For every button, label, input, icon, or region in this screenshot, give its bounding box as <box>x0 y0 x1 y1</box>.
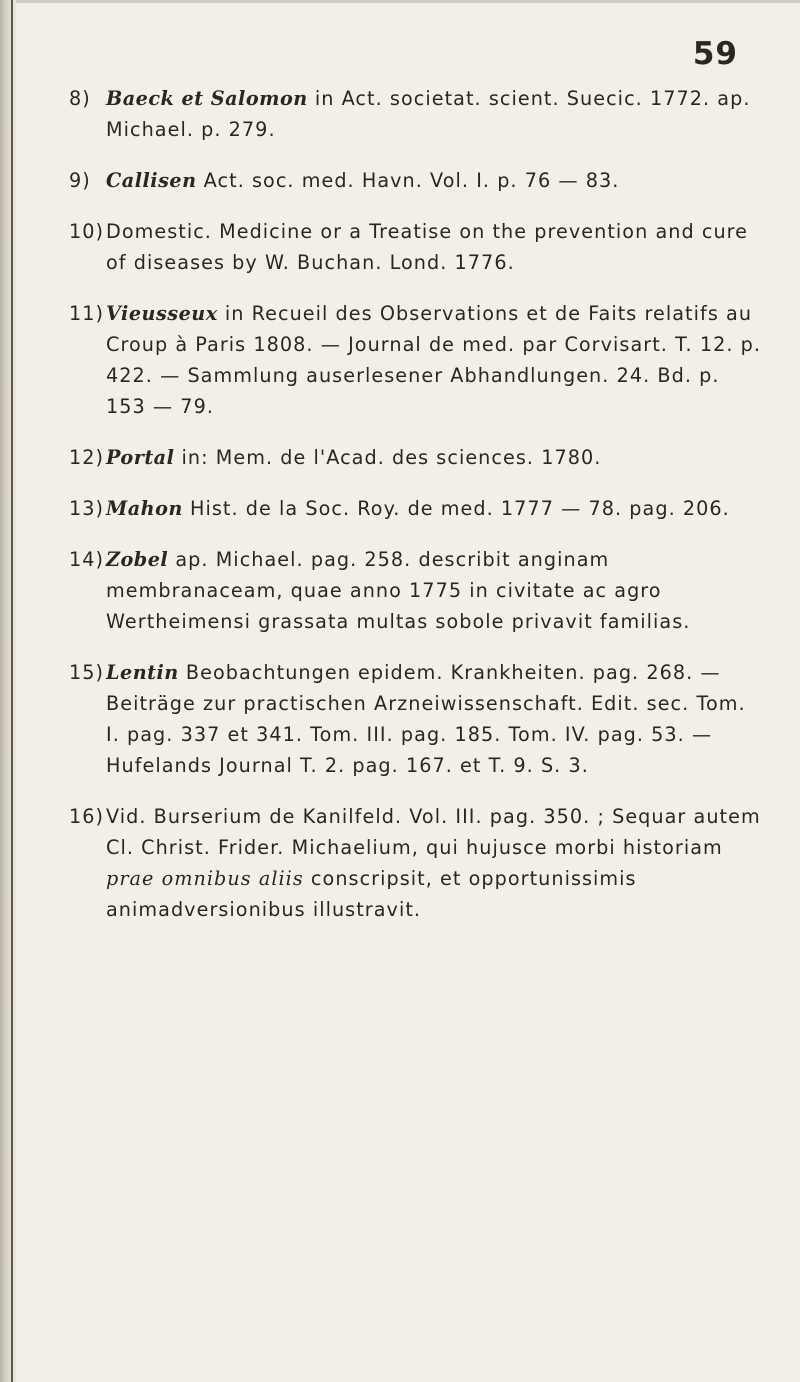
footnote-text: Hist. de la Soc. Roy. de med. 1777 — 78. pag. 206. <box>182 497 730 520</box>
book-spine-edge <box>0 0 16 1382</box>
footnote-number: 14) <box>69 548 105 571</box>
footnote-author: Vieusseux <box>106 302 218 325</box>
page-top-edge <box>16 0 800 3</box>
footnote-11 <box>69 298 763 422</box>
footnote-list <box>69 83 763 945</box>
footnote-author: Zobel <box>106 548 169 571</box>
footnote-author: Lentin <box>106 661 179 684</box>
footnote-text: Beobachtungen epidem. Krankheiten. pag. 268. — Beiträge zur practischen Arzneiwissenschaft. Edit. sec. Tom. I. pag. 337 et 341. Tom. III. pag. 185. Tom. IV. pag. 53. — Hufelands Journal T. 2. pag. 167. et T. 9. S. 3. <box>106 661 746 777</box>
footnote-number: 10) <box>69 220 105 243</box>
footnote-number: 9) <box>69 169 91 192</box>
footnote-number: 12) <box>69 446 105 469</box>
footnote-text: Domestic. Medicine or a Treatise on the prevention and cure of diseases by W. Buchan. Lond. 1776. <box>106 220 749 274</box>
footnote-text: Act. soc. med. Havn. Vol. I. p. 76 — 83. <box>196 169 620 192</box>
footnote-emphasis: prae omnibus aliis <box>106 867 304 890</box>
footnote-number: 13) <box>69 497 105 520</box>
footnote-number: 16) <box>69 805 105 828</box>
footnote-author: Baeck et Salomon <box>106 87 308 110</box>
spine-shadow-line <box>11 0 13 1382</box>
footnote-9 <box>69 165 763 196</box>
footnote-13 <box>69 493 763 524</box>
page-number: 59 <box>692 36 738 72</box>
footnote-8 <box>69 83 763 145</box>
footnote-text: in Act. societat. scient. Suecic. 1772. ap. Michael. p. 279. <box>106 87 751 141</box>
footnote-number: 8) <box>69 87 91 110</box>
footnote-text: Vid. Burserium de Kanilfeld. Vol. III. pag. 350. ; Sequar autem Cl. Christ. Frider. Michaelium, qui hujusce morbi historiam <box>106 805 761 859</box>
footnote-15 <box>69 657 763 781</box>
footnote-10 <box>69 216 763 278</box>
footnote-12 <box>69 442 763 473</box>
footnote-14 <box>69 544 763 637</box>
footnote-author: Portal <box>106 446 175 469</box>
footnote-16 <box>69 801 763 925</box>
footnote-text: ap. Michael. pag. 258. describit anginam membranaceam, quae anno 1775 in civitate ac agro Wertheimensi grassata multas sobole privavit familias. <box>106 548 691 633</box>
footnote-number: 11) <box>69 302 105 325</box>
footnote-text: in Recueil des Observations et de Faits relatifs au Croup à Paris 1808. — Journal de med. par Corvisart. T. 12. p. 422. — Sammlung auserlesener Abhandlungen. 24. Bd. p. 153 — 79. <box>106 302 762 418</box>
footnote-author: Mahon <box>106 497 183 520</box>
footnote-author: Callisen <box>106 169 197 192</box>
footnote-text-after: conscripsit, et opportunissimis animadversionibus illustravit. <box>106 867 637 921</box>
footnote-number: 15) <box>69 661 105 684</box>
footnote-text: in: Mem. de l'Acad. des sciences. 1780. <box>174 446 602 469</box>
